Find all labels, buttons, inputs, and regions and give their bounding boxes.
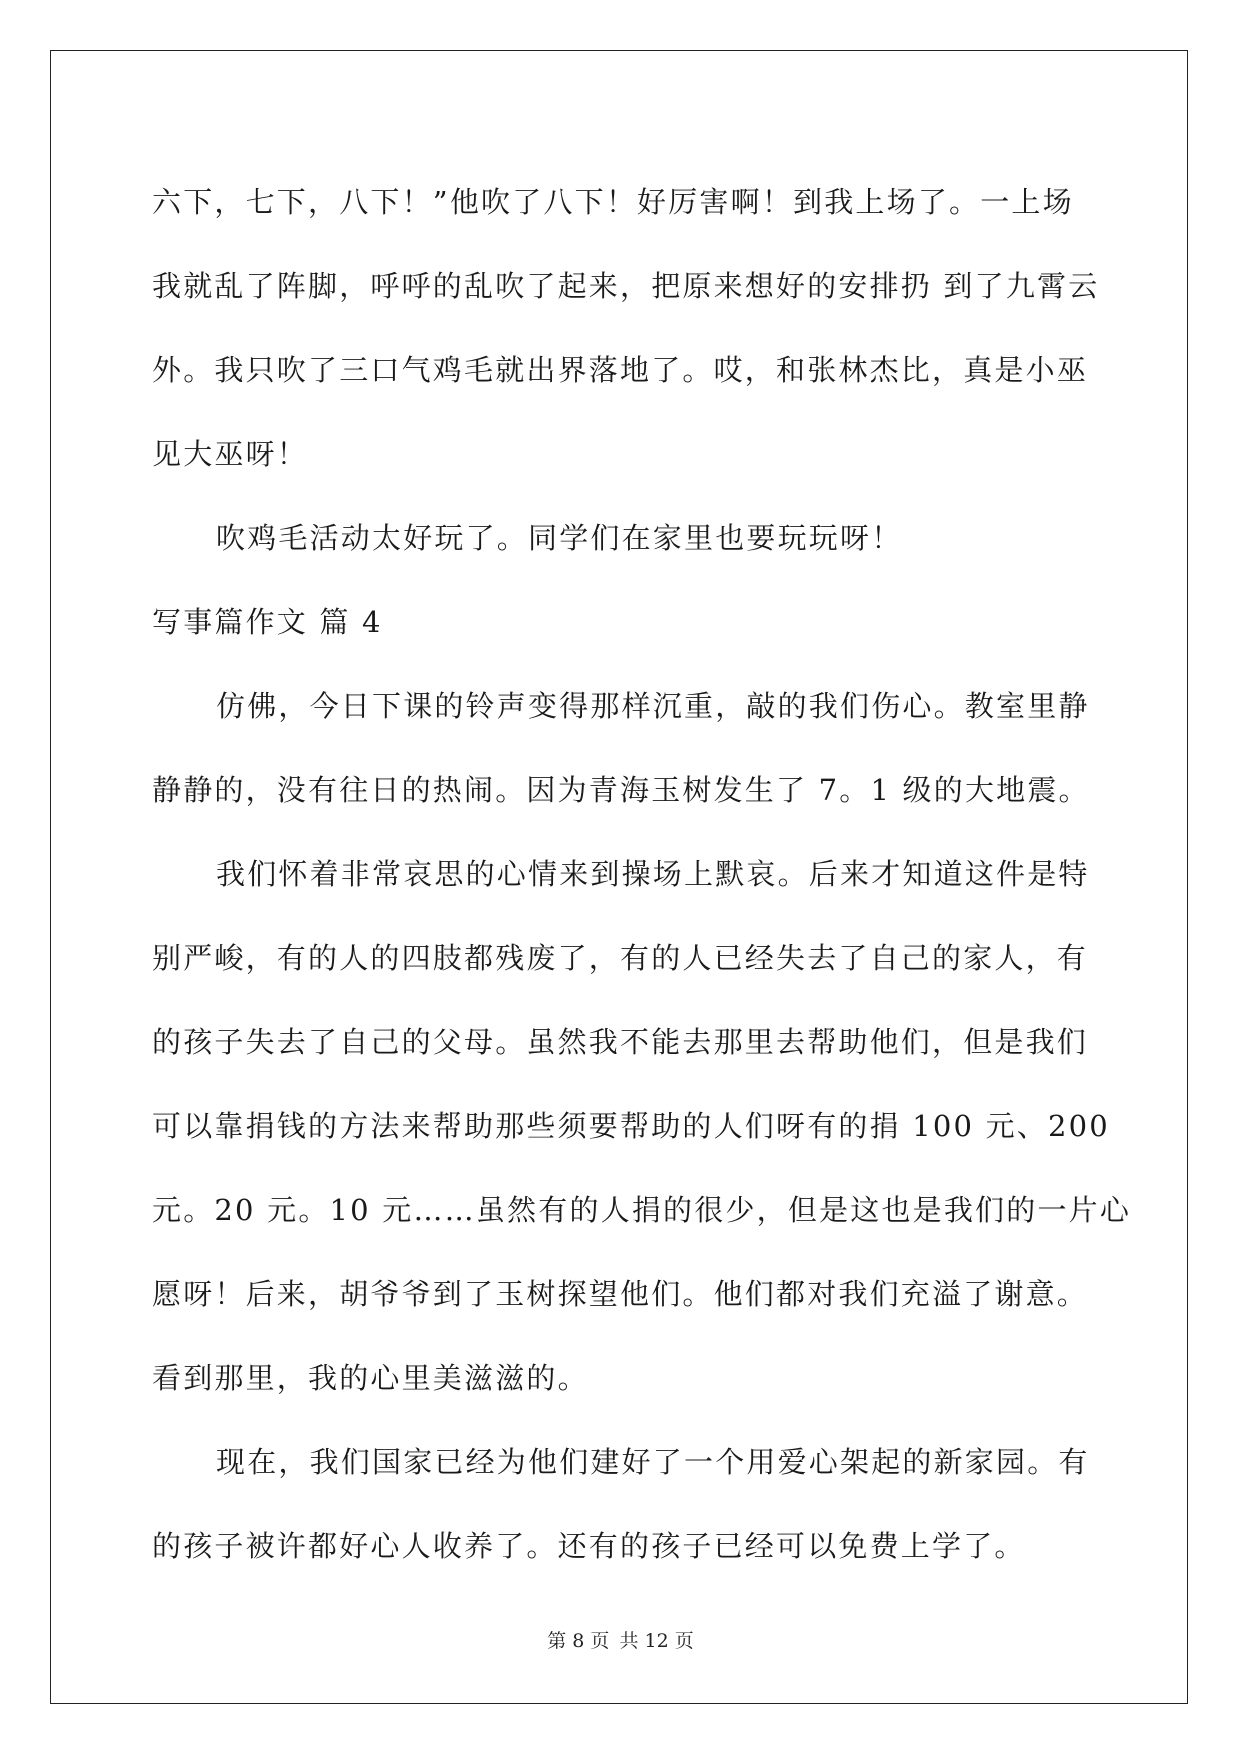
- text-line: 愿呀！后来，胡爷爷到了玉树探望他们。他们都对我们充溢了谢意。: [152, 1277, 1089, 1311]
- paragraph-start-line: 吹鸡毛活动太好玩了。同学们在家里也要玩玩呀！: [216, 521, 903, 555]
- paragraph-start-line: 仿佛，今日下课的铃声变得那样沉重，敲的我们伤心。教室里静: [216, 689, 1090, 723]
- paragraph-start-line: 现在，我们国家已经为他们建好了一个用爱心架起的新家园。有: [216, 1445, 1090, 1479]
- text-line: 六下，七下，八下！”他吹了八下！好厉害啊！到我上场了。一上场: [152, 185, 1074, 219]
- text-line: 的孩子失去了自己的父母。虽然我不能去那里去帮助他们，但是我们: [152, 1025, 1089, 1059]
- text-line: 我就乱了阵脚，呼呼的乱吹了起来，把原来想好的安排扔 到了九霄云: [152, 269, 1100, 303]
- page-number: 第 8 页: [547, 1630, 610, 1652]
- text-line: 元。20 元。10 元……虽然有的人捐的很少，但是这也是我们的一片心: [152, 1193, 1132, 1227]
- page-total: 共 12 页: [619, 1630, 694, 1652]
- document-body: [152, 160, 1132, 1588]
- text-line: 看到那里，我的心里美滋滋的。: [152, 1361, 589, 1395]
- text-line: 的孩子被许都好心人收养了。还有的孩子已经可以免费上学了。: [152, 1529, 1026, 1563]
- paragraph-start-line: 我们怀着非常哀思的心情来到操场上默哀。后来才知道这件是特: [216, 857, 1090, 891]
- text-line: 别严峻，有的人的四肢都残废了，有的人已经失去了自己的家人，有: [152, 941, 1089, 975]
- section-heading: 写事篇作文 篇 4: [152, 605, 383, 639]
- text-line: 静静的，没有往日的热闹。因为青海玉树发生了 7。1 级的大地震。: [152, 773, 1090, 807]
- page-footer: [0, 1626, 1241, 1653]
- text-line: 可以靠捐钱的方法来帮助那些须要帮助的人们呀有的捐 100 元、200: [152, 1109, 1110, 1143]
- text-line: 见大巫呀！: [152, 437, 309, 471]
- text-line: 外。我只吹了三口气鸡毛就出界落地了。哎，和张林杰比，真是小巫: [152, 353, 1089, 387]
